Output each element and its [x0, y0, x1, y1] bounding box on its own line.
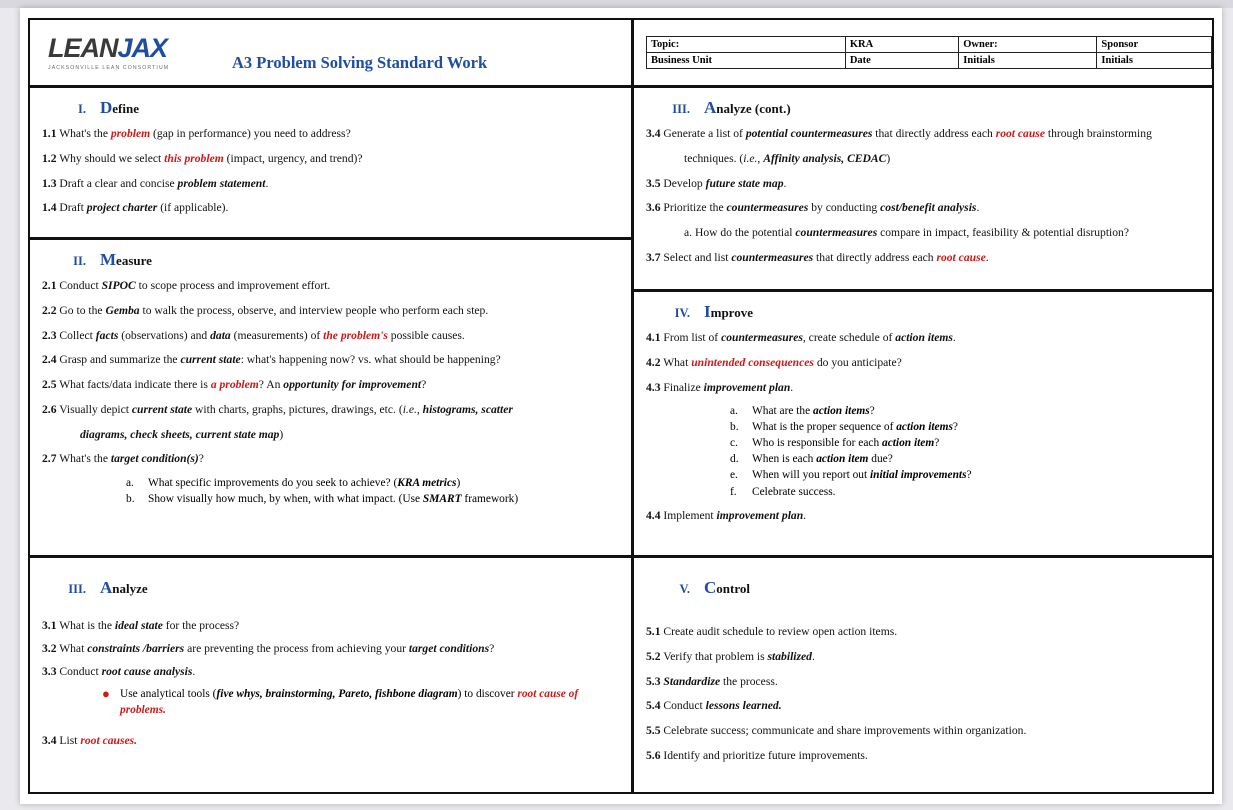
cell-kra: KRA: [845, 37, 958, 53]
item-letter: b.: [126, 493, 135, 506]
item-number: 2.7: [42, 452, 57, 466]
section-improve-number: IV.: [674, 306, 690, 320]
list-item: 2.7 What's the target condition(s)?: [42, 452, 204, 466]
item-number: 4.4: [646, 508, 661, 522]
section-define-heading: [42, 98, 619, 118]
list-item: 5.3 Standardize the process.: [646, 674, 778, 688]
section-define-items: [42, 126, 619, 216]
item-number: 3.2: [42, 641, 57, 655]
a3-standard-work-sheet: [28, 18, 1214, 794]
item-letter: c.: [730, 437, 738, 450]
item-letter: f.: [730, 485, 737, 498]
list-item: 1.1 What's the problem (gap in performance) you need to address?: [42, 127, 351, 140]
header-info-table: [646, 36, 1212, 69]
list-item: 4.2 What unintended consequences do you anticipate?: [646, 355, 902, 369]
item-number: 5.4: [646, 699, 661, 713]
section-analyze-items-after: [42, 733, 619, 749]
logo-tagline: JACKSONVILLE LEAN CONSORTIUM: [48, 64, 170, 71]
item-number: 2.2: [42, 303, 57, 317]
list-item: 1.2 Why should we select this problem (impact, urgency, and trend)?: [42, 151, 363, 165]
list-item: 3.3 Conduct root cause analysis.: [42, 664, 196, 678]
cell-owner: Owner:: [959, 37, 1097, 53]
item-number: 1.2: [42, 151, 57, 165]
section-improve-sublist: [646, 404, 1200, 499]
section-analyze-bullets: [42, 686, 619, 718]
left-column: [30, 20, 634, 792]
list-item: 5.1 Create audit schedule to review open action items.: [646, 625, 898, 638]
list-item: 4.3 Finalize improvement plan.: [646, 380, 794, 394]
item-number: 2.3: [42, 328, 57, 342]
list-item: 5.4 Conduct lessons learned.: [646, 699, 782, 713]
section-define-number: I.: [78, 102, 86, 116]
list-item: 1.4 Draft project charter (if applicable).: [42, 201, 229, 215]
item-number: 3.7: [646, 250, 661, 264]
section-improve-items-after: [646, 508, 1200, 524]
list-item: diagrams, check sheets, current state map): [80, 427, 284, 441]
cell-business-unit: Business Unit: [647, 53, 846, 69]
logo-wordmark: [48, 32, 208, 63]
list-item: a. What are the action items?: [730, 404, 1200, 419]
cell-date: Date: [845, 53, 958, 69]
section-analyze-cont: [634, 88, 1212, 292]
section-control-title: Control: [704, 578, 750, 597]
item-number: 4.2: [646, 355, 661, 369]
section-analyze-cont-heading: [646, 98, 1200, 118]
right-column: [634, 20, 1212, 792]
section-measure: [30, 240, 631, 558]
item-number: 3.5: [646, 176, 661, 190]
list-item: 5.2 Verify that problem is stabilized.: [646, 649, 815, 663]
list-item: 3.4 List root causes.: [42, 733, 138, 747]
item-number: 3.3: [42, 664, 57, 678]
list-item: 3.2 What constraints /barriers are preventing the process from achieving your target conditions?: [42, 641, 495, 655]
list-item: 3.1 What is the ideal state for the process?: [42, 619, 240, 632]
list-item: 2.6 Visually depict current state with charts, graphs, pictures, drawings, etc. (i.e., histograms, scatter: [42, 402, 513, 416]
item-number: 5.2: [646, 649, 661, 663]
section-measure-heading: [42, 250, 619, 270]
list-item: b. Show visually how much, by when, with what impact. (Use SMART framework): [126, 492, 619, 507]
section-define: [30, 88, 631, 240]
list-item: 5.5 Celebrate success; communicate and share improvements within organization.: [646, 724, 1027, 738]
header-info-table-wrap: [634, 20, 1212, 88]
section-control-heading: [646, 578, 1200, 598]
list-item: 3.5 Develop future state map.: [646, 176, 787, 190]
item-number: 3.1: [42, 619, 57, 632]
section-analyze-number: III.: [68, 582, 86, 596]
section-control-number: V.: [679, 582, 690, 596]
item-number: 5.6: [646, 748, 661, 762]
document-page: [20, 8, 1222, 804]
section-improve: [634, 292, 1212, 558]
item-letter: a.: [730, 405, 738, 418]
list-item: c. Who is responsible for each action item?: [730, 436, 1200, 451]
page-title: A3 Problem Solving Standard Work: [232, 52, 488, 72]
section-control: [634, 558, 1212, 777]
item-number: 5.1: [646, 625, 661, 638]
item-number: 4.3: [646, 380, 661, 394]
list-item: 2.3 Collect facts (observations) and data (measurements) of the problem's possible causes.: [42, 328, 465, 342]
item-number: 4.1: [646, 331, 661, 344]
section-analyze-cont-number: III.: [672, 102, 690, 116]
list-item: ● Use analytical tools (five whys, brainstorming, Pareto, fishbone diagram) to discover root cause of problems.: [102, 686, 579, 717]
cell-sponsor: Sponsor: [1097, 37, 1212, 53]
logo-lean-text: LEAN: [48, 32, 118, 63]
section-measure-items: [42, 278, 619, 467]
item-number: 1.4: [42, 201, 57, 215]
list-item: 2.1 Conduct SIPOC to scope process and improvement effort.: [42, 279, 331, 292]
section-analyze-items: [42, 618, 619, 679]
list-item: 3.4 Generate a list of potential countermeasures that directly address each root cause through brainstorming: [646, 127, 1152, 140]
list-item: 2.4 Grasp and summarize the current state: what's happening now? vs. what should be happening?: [42, 353, 501, 367]
list-item: 3.6 Prioritize the countermeasures by conducting cost/benefit analysis.: [646, 201, 980, 215]
leanjax-logo: [48, 32, 208, 71]
item-number: 1.3: [42, 176, 57, 190]
item-number: 2.4: [42, 353, 57, 367]
section-analyze-title: Analyze: [100, 578, 148, 597]
item-number: 2.5: [42, 378, 57, 392]
list-item: 3.7 Select and list countermeasures that directly address each root cause.: [646, 250, 989, 264]
item-letter: d.: [730, 453, 739, 466]
logo-jax-text: JAX: [117, 32, 168, 63]
item-number: 2.1: [42, 279, 57, 292]
item-number: 3.4: [646, 127, 661, 140]
table-row: [647, 37, 1212, 53]
item-number: 3.6: [646, 201, 661, 215]
table-row: [647, 53, 1212, 69]
item-letter: b.: [730, 421, 739, 434]
section-improve-heading: [646, 302, 1200, 322]
list-item: 5.6 Identify and prioritize future improvements.: [646, 748, 868, 762]
section-measure-title: Measure: [100, 250, 152, 269]
item-letter: a.: [126, 477, 134, 490]
bullet-icon: ●: [102, 686, 110, 702]
list-item: a. What specific improvements do you seek to achieve? (KRA metrics): [126, 476, 619, 491]
item-number: 2.6: [42, 402, 57, 416]
list-item: e. When will you report out initial improvements?: [730, 468, 1200, 483]
section-measure-number: II.: [73, 254, 86, 268]
list-item: 4.4 Implement improvement plan.: [646, 508, 807, 522]
list-item: 1.3 Draft a clear and concise problem statement.: [42, 176, 269, 190]
section-analyze-heading: [42, 578, 619, 598]
section-define-title: Define: [100, 98, 139, 117]
item-number: 5.3: [646, 674, 661, 688]
item-letter: e.: [730, 469, 738, 482]
list-item: 4.1 From list of countermeasures, create schedule of action items.: [646, 331, 956, 344]
list-item: techniques. (i.e., Affinity analysis, CEDAC): [684, 151, 891, 165]
section-improve-title: Improve: [704, 302, 753, 321]
item-number: 3.4: [42, 733, 57, 747]
cell-topic: Topic:: [647, 37, 846, 53]
list-item: f. Celebrate success.: [730, 485, 1200, 500]
list-item: a. How do the potential countermeasures compare in impact, feasibility & potential disruption?: [684, 226, 1129, 240]
list-item: d. When is each action item due?: [730, 452, 1200, 467]
section-improve-items: [646, 330, 1200, 395]
window-chrome-bar: [0, 0, 1233, 8]
cell-initials-owner: Initials: [959, 53, 1097, 69]
section-analyze: [30, 558, 631, 761]
section-control-items: [646, 624, 1200, 764]
section-measure-sublist: [42, 476, 619, 507]
list-item: 2.2 Go to the Gemba to walk the process, observe, and interview people who perform each step.: [42, 303, 489, 317]
section-analyze-cont-title: Analyze (cont.): [704, 98, 791, 117]
item-number: 1.1: [42, 127, 57, 140]
section-analyze-cont-items: [646, 126, 1200, 266]
document-header: [30, 20, 631, 88]
cell-initials-sponsor: Initials: [1097, 53, 1212, 69]
list-item: b. What is the proper sequence of action items?: [730, 420, 1200, 435]
item-number: 5.5: [646, 724, 661, 738]
list-item: 2.5 What facts/data indicate there is a problem? An opportunity for improvement?: [42, 378, 427, 392]
